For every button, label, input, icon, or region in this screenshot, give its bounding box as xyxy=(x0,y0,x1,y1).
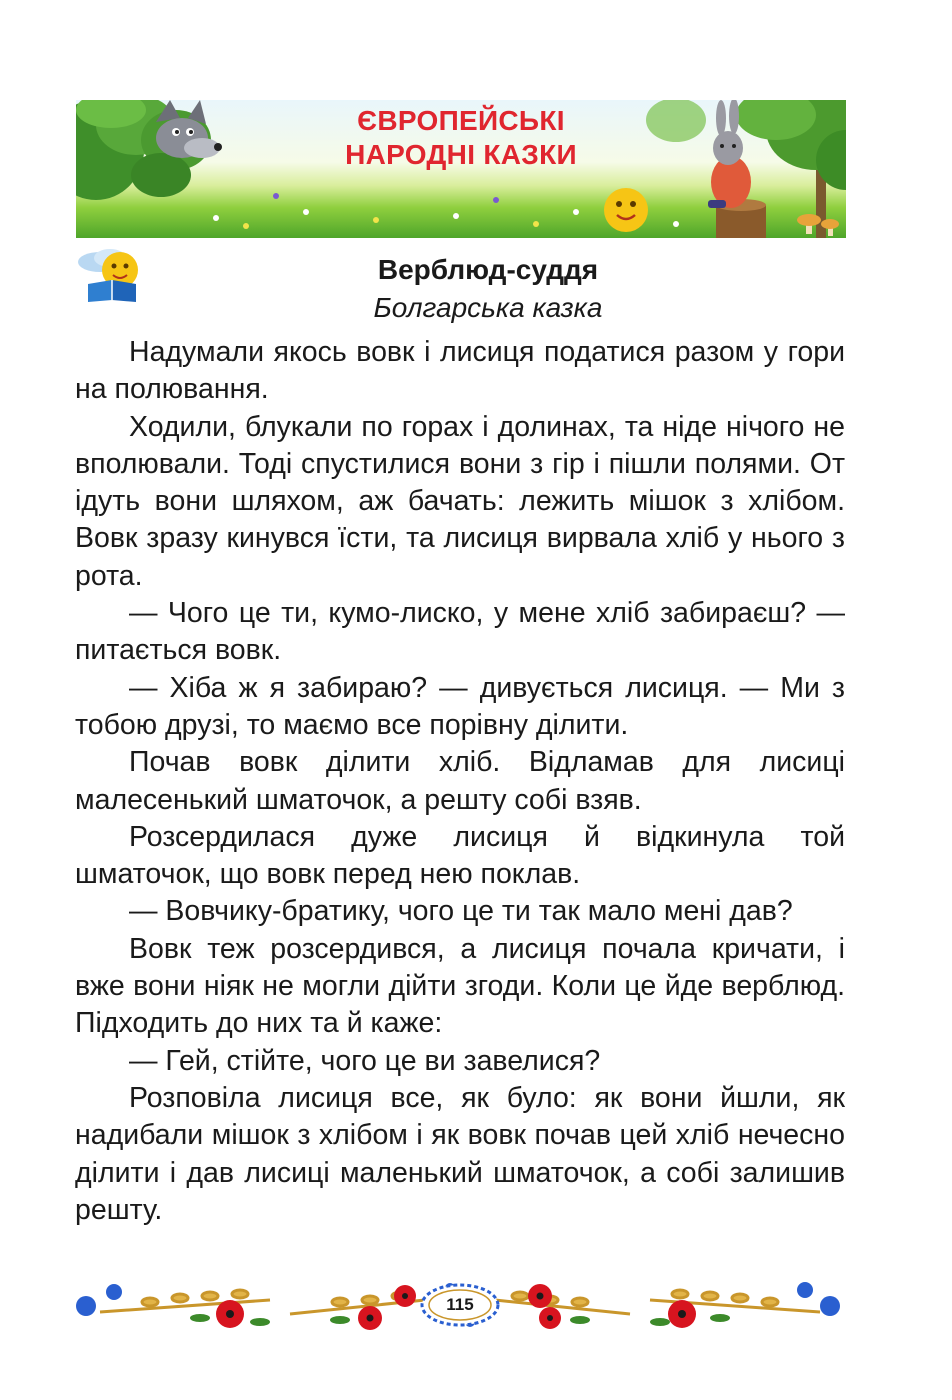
paragraph: — Хіба ж я забираю? — дивується лисиця. — Ми з тобою друзі, то маємо все порівну ділити. xyxy=(75,671,845,741)
section-banner xyxy=(76,100,846,238)
kolobok-icon xyxy=(604,188,648,232)
story-title: Верблюд-суддя xyxy=(377,254,599,285)
page-number: 115 xyxy=(446,1295,474,1314)
story-text xyxy=(75,334,845,1229)
paragraph: Ходили, блукали по горах і долинах, та ніде нічого не вполювали. Тоді спустилися вони з гір і пішли полями. От ідуть вони шляхом, аж бачать: лежить мішок з хлібом. Вовк зразу кинувся їсти, та лисиця вирвала хліб у нього з рота. xyxy=(75,410,845,592)
wolf-icon xyxy=(156,100,222,158)
paragraph: Надумали якось вовк і лисиця податися разом у гори на полювання. xyxy=(75,336,845,406)
paragraph: — Вовчику-братику, чого це ти так мало мені дав? xyxy=(129,895,793,928)
paragraph: Розповіла лисиця все, як було: як вони йшли, як надибали мішок з хлібом і як вовк почав цей хліб нечесно ділити і дав лисиці маленький шматочок, а собі залишив решту. xyxy=(75,1081,845,1226)
paragraph: — Гей, стійте, чого це ви завелися? xyxy=(129,1044,601,1077)
paragraph: Почав вовк ділити хліб. Відламав для лисиці малесенький шматочок, а решту собі взяв. xyxy=(75,746,845,816)
paragraph: — Чого це ти, кумо-лиско, у мене хліб забираєш? — питається вовк. xyxy=(75,597,845,667)
banner-title xyxy=(276,104,646,172)
paragraph: Розсердилася дуже лисиця й відкинула той шматочок, що вовк перед нею поклав. xyxy=(75,820,845,891)
story-subtitle: Болгарська казка xyxy=(373,292,603,323)
banner-title-line1: ЄВРОПЕЙСЬКІ xyxy=(357,105,565,136)
paragraph: Вовк теж розсердився, а лисиця почала кричати, і вже вони ніяк не могли дійти згоди. Коли це йде верблюд. Підходить до них та й каже: xyxy=(75,932,845,1040)
reading-kolobok-icon xyxy=(72,244,152,304)
banner-title-line2: НАРОДНІ КАЗКИ xyxy=(345,139,577,170)
